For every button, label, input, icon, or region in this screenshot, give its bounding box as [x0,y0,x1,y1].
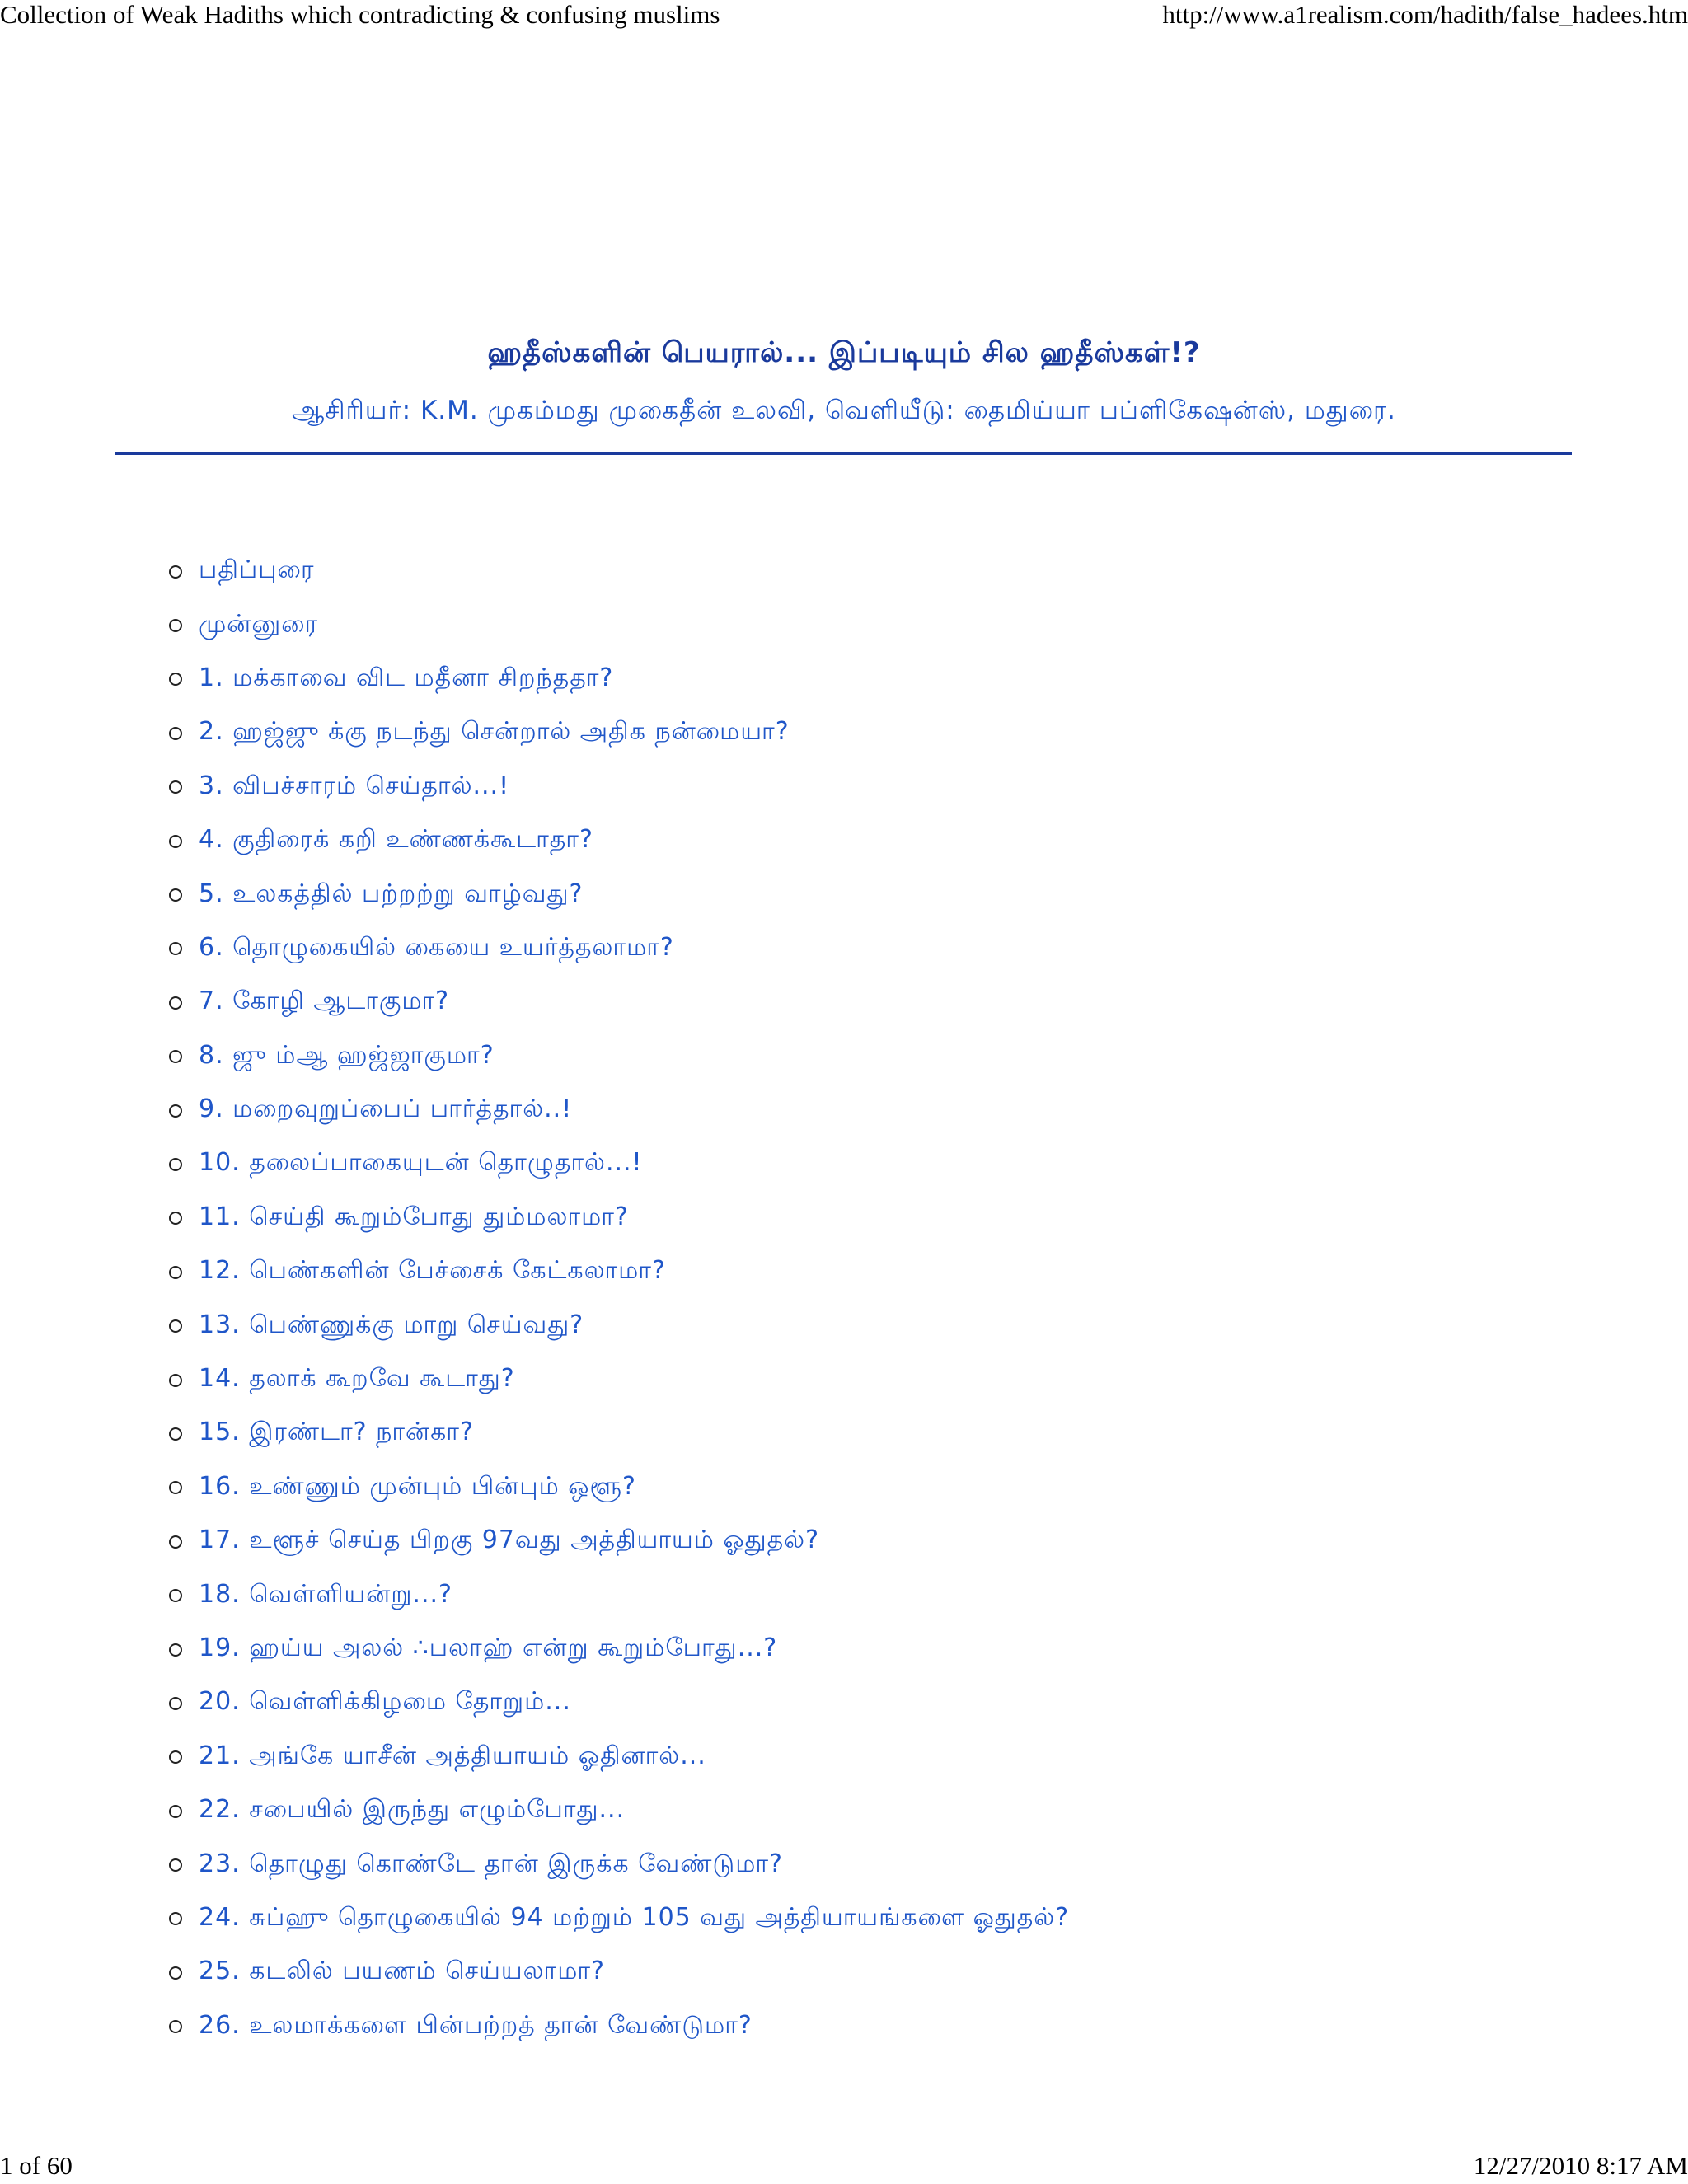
page-title: ஹதீஸ்களின் பெயரால்... இப்படியும் சில ஹதீஸ்கள்!? [487,336,1201,369]
circle-bullet-icon [169,888,182,902]
print-footer [0,2149,1688,2184]
circle-bullet-icon [169,942,182,955]
circle-bullet-icon [169,1643,182,1657]
toc-link[interactable]: 3. விபச்சாரம் செய்தால்...! [199,771,510,800]
toc-item [169,653,1069,706]
toc-item [169,1946,1069,1999]
toc-item [169,2000,1069,2054]
toc-link[interactable]: 26. உலமாக்களை பின்பற்றத் தான் வேண்டுமா? [199,2010,753,2040]
toc-link[interactable]: 8. ஜு ம்ஆ ஹஜ்ஜாகுமா? [199,1040,495,1070]
circle-bullet-icon [169,1966,182,1980]
toc-link[interactable]: பதிப்புரை [199,555,315,585]
toc-item [169,1299,1069,1352]
toc-link[interactable]: 11. செய்தி கூறும்போது தும்மலாமா? [199,1202,629,1231]
circle-bullet-icon [169,1589,182,1602]
circle-bullet-icon [169,619,182,632]
print-header [0,0,1688,33]
circle-bullet-icon [169,1481,182,1494]
toc-link[interactable]: 19. ஹய்ய அலல் ∴பலாஹ் என்று கூறும்போது...? [199,1633,778,1662]
circle-bullet-icon [169,565,182,579]
toc-item [169,1192,1069,1245]
toc-link[interactable]: 18. வெள்ளியன்று...? [199,1579,452,1609]
toc-item [169,761,1069,814]
toc-item [169,814,1069,868]
toc-link[interactable]: 5. உலகத்தில் பற்றற்று வாழ்வது? [199,879,584,908]
toc-item [169,1353,1069,1407]
toc-item [169,1461,1069,1515]
toc-link[interactable]: 12. பெண்களின் பேச்சைக் கேட்கலாமா? [199,1256,666,1286]
circle-bullet-icon [169,1535,182,1549]
horizontal-divider [115,452,1572,455]
toc-link[interactable]: 2. ஹஜ்ஜு க்கு நடந்து சென்றால் அதிக நன்மையா? [199,717,790,747]
toc-link[interactable]: 17. உளூச் செய்த பிறகு 97வது அத்தியாயம் ஓதுதல்? [199,1526,819,1555]
toc-item [169,1676,1069,1730]
toc-link[interactable]: 14. தலாக் கூறவே கூடாது? [199,1364,515,1394]
author-publisher-line: ஆசிரியர்: K.M. முகம்மது முகைதீன் உலவி, வெளியீடு: தைமிய்யா பப்ளிகேஷன்ஸ், மதுரை. [292,396,1396,425]
circle-bullet-icon [169,1858,182,1872]
circle-bullet-icon [169,1212,182,1225]
toc-item [169,1030,1069,1084]
circle-bullet-icon [169,1697,182,1710]
circle-bullet-icon [169,1319,182,1333]
circle-bullet-icon [169,1805,182,1818]
circle-bullet-icon [169,1158,182,1171]
toc-item [169,1407,1069,1460]
circle-bullet-icon [169,996,182,1010]
toc-link[interactable]: 21. அங்கே யாசீன் அத்தியாயம் ஓதினால்... [199,1741,706,1770]
print-header-url: http://www.a1realism.com/hadith/false_hadees.htm [1162,0,1688,29]
toc-link[interactable]: 15. இரண்டா? நான்கா? [199,1418,474,1447]
toc-item [169,1568,1069,1622]
toc-item [169,1892,1069,1946]
toc-link[interactable]: 6. தொழுகையில் கையை உயர்த்தலாமா? [199,932,674,962]
circle-bullet-icon [169,1912,182,1925]
toc-item [169,1137,1069,1191]
toc-link[interactable]: 10. தலைப்பாகையுடன் தொழுதால்...! [199,1148,643,1178]
circle-bullet-icon [169,1104,182,1118]
toc-item [169,706,1069,760]
toc-link[interactable]: 23. தொழுது கொண்டே தான் இருக்க வேண்டுமா? [199,1849,783,1878]
circle-bullet-icon [169,2020,182,2033]
print-header-page-title: Collection of Weak Hadiths which contradicting & confusing muslims [0,0,720,29]
circle-bullet-icon [169,835,182,848]
print-footer-timestamp: 12/27/2010 8:17 AM [1473,2151,1688,2180]
toc-link[interactable]: 9. மறைவுறுப்பைப் பார்த்தால்..! [199,1094,573,1124]
circle-bullet-icon [169,1427,182,1441]
toc-link[interactable]: 7. கோழி ஆடாகுமா? [199,987,450,1016]
circle-bullet-icon [169,780,182,794]
circle-bullet-icon [169,1266,182,1279]
circle-bullet-icon [169,1750,182,1764]
toc-link[interactable]: 20. வெள்ளிக்கிழமை தோறும்... [199,1687,571,1717]
toc-link[interactable]: 16. உண்ணும் முன்பும் பின்பும் ஒளூ? [199,1471,636,1501]
toc-item [169,1245,1069,1299]
circle-bullet-icon [169,1050,182,1063]
toc-link[interactable]: முன்னுரை [199,609,319,639]
toc-item [169,1623,1069,1676]
toc-item [169,545,1069,598]
toc-link[interactable]: 25. கடலில் பயணம் செய்யலாமா? [199,1957,605,1986]
toc-item [169,1515,1069,1568]
toc-item [169,868,1069,921]
toc-link[interactable]: 1. மக்காவை விட மதீனா சிறந்ததா? [199,663,614,692]
toc-item [169,922,1069,976]
toc-item [169,976,1069,1029]
table-of-contents [169,545,1069,2054]
print-footer-page-count: 1 of 60 [0,2151,73,2180]
toc-link[interactable]: 24. சுப்ஹு தொழுகையில் 94 மற்றும் 105 வது அத்தியாயங்களை ஓதுதல்? [199,1902,1070,1932]
toc-link[interactable]: 4. குதிரைக் கறி உண்ணக்கூடாதா? [199,825,593,855]
circle-bullet-icon [169,673,182,686]
toc-item [169,1784,1069,1838]
circle-bullet-icon [169,727,182,740]
circle-bullet-icon [169,1374,182,1387]
toc-item [169,1838,1069,1891]
toc-item [169,1084,1069,1137]
toc-item [169,1731,1069,1784]
toc-item [169,598,1069,652]
toc-link[interactable]: 22. சபையில் இருந்து எழும்போது... [199,1795,626,1825]
toc-link[interactable]: 13. பெண்ணுக்கு மாறு செய்வது? [199,1310,584,1339]
